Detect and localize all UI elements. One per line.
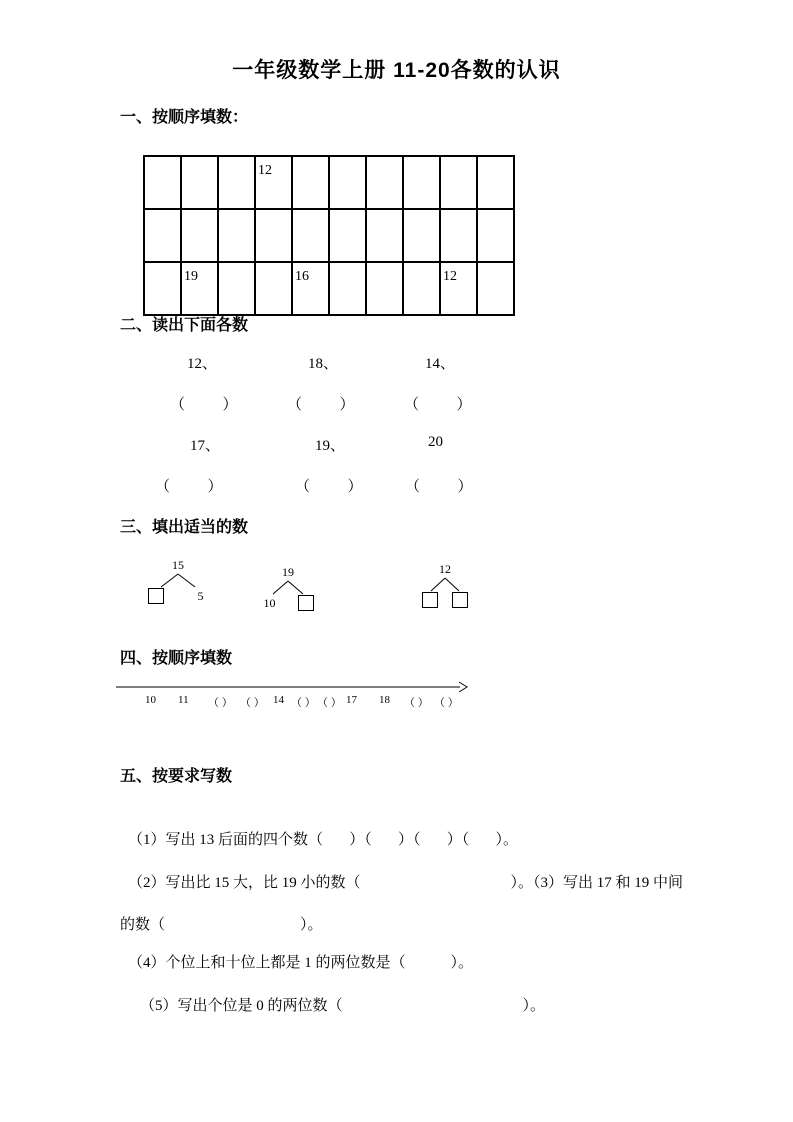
grid-cell [292, 209, 329, 262]
grid-cell [181, 209, 218, 262]
grid-row-2 [144, 209, 514, 262]
numberline-label-14: 14 [273, 694, 284, 706]
grid-cell: 19 [181, 262, 218, 315]
grid-cell [144, 209, 181, 262]
grid-cell [255, 262, 292, 315]
grid-row-1 [144, 156, 514, 209]
grid-cell [255, 209, 292, 262]
bond-3-total: 12 [439, 562, 451, 576]
grid-cell [144, 156, 181, 209]
question-4: （4）个位上和十位上都是 1 的两位数是（ ）。 [128, 955, 474, 971]
numberline-blank-20: （ ） [434, 697, 459, 709]
section5-heading: 五、按要求写数 [120, 768, 233, 785]
numberline-label-10: 10 [145, 694, 156, 706]
number-bond-3 [422, 562, 468, 608]
bond-1-right-part: 5 [197, 588, 204, 603]
read-number-4: 17、 [190, 438, 221, 454]
bond-1-parts [148, 588, 208, 604]
grid-cell [403, 209, 440, 262]
numberline-label-18: 18 [379, 694, 390, 706]
numberline-blank-13: （ ） [240, 697, 265, 709]
grid-body [144, 156, 514, 315]
bond-3-branch-lines [422, 577, 468, 592]
answer-blank-3: （ ） [404, 397, 472, 413]
grid-cell [366, 156, 403, 209]
bond-2-parts [262, 595, 314, 611]
bond-2-left-part: 10 [263, 595, 276, 610]
grid-cell [218, 262, 255, 315]
fill-in-number-grid [143, 155, 515, 316]
question-2-and-3: （2）写出比 15 大，比 19 小的数（ ）。（3）写出 17 和 19 中间 [128, 875, 684, 891]
grid-cell: 12 [255, 156, 292, 209]
grid-cell [366, 262, 403, 315]
read-number-5: 19、 [315, 438, 346, 454]
read-number-1: 12、 [187, 356, 218, 372]
section4-heading: 四、按顺序填数 [120, 650, 233, 667]
grid-cell: 12 [440, 262, 477, 315]
question-3-continuation: 的数（ ）。 [120, 917, 323, 933]
bond-3-right-answer-box [452, 592, 468, 608]
answer-blank-1: （ ） [170, 397, 238, 413]
grid-cell [403, 262, 440, 315]
bond-2-total: 19 [282, 565, 294, 579]
numberline-blank-19: （ ） [404, 697, 429, 709]
answer-blank-2: （ ） [287, 397, 355, 413]
number-bond-2 [262, 565, 314, 611]
grid-cell [329, 156, 366, 209]
read-number-3: 14、 [425, 356, 456, 372]
bond-3-left-answer-box [422, 592, 438, 608]
grid-cell [218, 209, 255, 262]
read-number-2: 18、 [308, 356, 339, 372]
grid-cell [440, 209, 477, 262]
grid-cell [366, 209, 403, 262]
bond-1-branch-lines [148, 573, 208, 588]
answer-blank-4: （ ） [155, 479, 223, 495]
answer-blank-6: （ ） [405, 479, 473, 495]
number-bond-1 [148, 558, 208, 604]
grid-cell [403, 156, 440, 209]
grid-cell [329, 262, 366, 315]
grid-cell [440, 156, 477, 209]
section3-heading: 三、填出适当的数 [120, 519, 249, 536]
grid-cell [477, 209, 514, 262]
grid-cell [477, 262, 514, 315]
numberline-blank-16: （ ） [317, 697, 342, 709]
question-5: （5）写出个位是 0 的两位数（ ）。 [140, 998, 546, 1014]
question-1: （1）写出 13 后面的四个数（ ）（ ）（ ）（ ）。 [128, 832, 519, 848]
numberline-label-11: 11 [178, 694, 189, 706]
read-number-6: 20 [428, 434, 443, 450]
bond-1-total: 15 [172, 558, 184, 572]
bond-2-right-answer-box [298, 595, 314, 611]
grid-cell [181, 156, 218, 209]
bond-1-left-answer-box [148, 588, 164, 604]
numberline-blank-15: （ ） [291, 697, 316, 709]
bond-2-branch-lines [262, 580, 314, 595]
section1-heading: 一、按顺序填数： [120, 109, 249, 126]
numberline-blank-12: （ ） [208, 697, 233, 709]
section2-heading: 二、读出下面各数 [120, 317, 249, 334]
grid-row-3 [144, 262, 514, 315]
answer-blank-5: （ ） [295, 479, 363, 495]
grid-cell [292, 156, 329, 209]
grid-cell [218, 156, 255, 209]
grid-cell [477, 156, 514, 209]
grid-cell: 16 [292, 262, 329, 315]
page-title: 一年级数学上册 11-20各数的认识 [232, 59, 561, 82]
grid-cell [329, 209, 366, 262]
bond-3-parts [422, 592, 468, 608]
numberline-label-17: 17 [346, 694, 357, 706]
grid-cell [144, 262, 181, 315]
number-line [116, 681, 468, 693]
